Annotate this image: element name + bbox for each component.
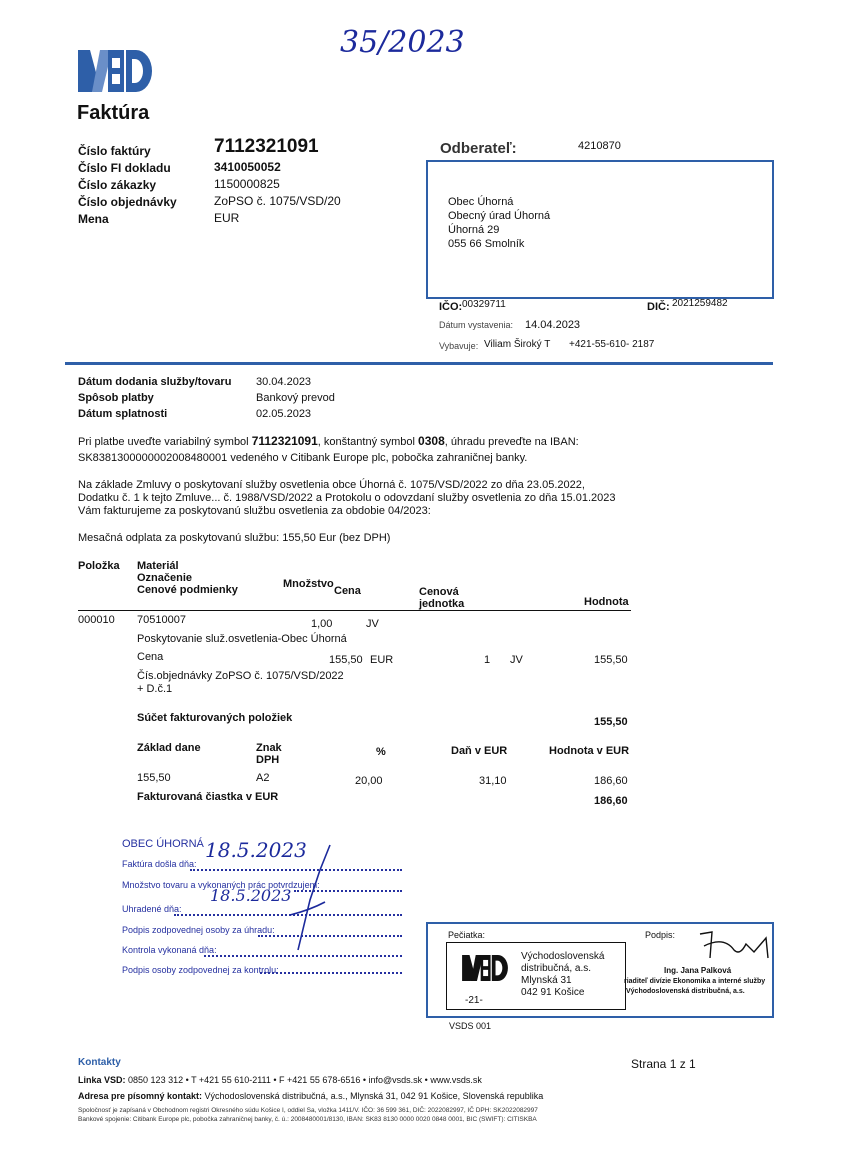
- stamp-row: Uhradené dňa:: [122, 904, 182, 914]
- dic-value: 2021259482: [672, 298, 728, 309]
- item-description: Poskytovanie služ.osvetlenia-Obec Úhorná: [137, 633, 347, 645]
- postal-address: [78, 1091, 543, 1101]
- vat-total: 186,60: [594, 775, 628, 787]
- item-price-label: Cena: [137, 651, 164, 663]
- item-unit: JV: [366, 618, 379, 630]
- hotline: [78, 1075, 482, 1085]
- dic-label: DIČ:: [647, 301, 670, 313]
- invoiced-label: Fakturovaná čiastka v EUR: [137, 791, 279, 803]
- col-cenova-label: Cenová: [419, 586, 459, 598]
- ico-label: IČO:: [439, 301, 463, 313]
- delivery-value: 30.04.2023: [256, 376, 312, 388]
- order-ref-line: + D.č.1: [137, 683, 173, 695]
- customer-address-box: [426, 160, 774, 299]
- col-material-label: Materiál: [137, 560, 179, 572]
- sum-value: 155,50: [594, 716, 628, 728]
- item-price: 155,50: [329, 654, 363, 666]
- hotline-label: Linka VSD:: [78, 1075, 126, 1085]
- section-divider: [65, 362, 773, 365]
- address-text: Východoslovenská distribučná, a.s., Mlynská 31, 042 91 Košice, Slovenská republika: [204, 1091, 544, 1101]
- col-polozka: Položka: [78, 560, 120, 572]
- contract-line: Na základe Zmluvy o poskytovaní služby osvetlenia obce Úhorná č. 1075/VSD/2022 zo dňa 23.05.2022,: [78, 479, 585, 491]
- stamp-row: Podpis zodpovednej osoby za úhradu:: [122, 925, 275, 935]
- issuer-phone: +421-55-610- 2187: [569, 339, 655, 350]
- seal-line: 042 91 Košice: [521, 987, 585, 998]
- vat-base-header: Základ dane: [137, 742, 201, 754]
- col-cena: Cena: [334, 585, 361, 597]
- vat-tax: 31,10: [479, 775, 507, 787]
- vat-tax-header: Daň v EUR: [451, 745, 508, 757]
- address-label: Adresa pre písomný kontakt:: [78, 1091, 203, 1101]
- purchase-order: ZoPSO č. 1075/VSD/20: [214, 194, 341, 208]
- delivery-labels: [78, 374, 231, 422]
- handwritten-number: 35/2023: [340, 25, 465, 60]
- payment-instructions: [78, 434, 638, 448]
- form-code: VSDS 001: [449, 1021, 492, 1031]
- delivery-value: 02.05.2023: [256, 408, 312, 420]
- table-header-rule: [78, 610, 631, 611]
- item-value: 155,50: [594, 654, 628, 666]
- item-number: 000010: [78, 614, 115, 626]
- invoice-label: Mena: [78, 212, 109, 226]
- sum-label: Súčet fakturovaných položiek: [137, 712, 293, 724]
- delivery-label: Dátum dodania služby/tovaru: [78, 376, 232, 388]
- stamp-org: OBEC ÚHORNÁ: [122, 838, 204, 850]
- invoice-label: Číslo objednávky: [78, 195, 177, 209]
- stamp-dotline: [260, 972, 402, 974]
- delivery-values: [256, 374, 335, 422]
- ico-value: 00329711: [462, 299, 506, 310]
- invoice-label: Číslo zákazky: [78, 178, 157, 192]
- col-oznacenie-label: Označenie: [137, 572, 193, 584]
- col-podmienky-label: Cenové podmienky: [137, 584, 238, 596]
- handwritten-date-received: 18.5.2023: [205, 838, 307, 862]
- signature-label: Podpis:: [645, 930, 676, 940]
- contract-line: Dodatku č. 1 k tejto Zmluve... č. 1988/VSD/2022 a Protokolu o odovzdaní služby osvetlenia zo dňa 15.01.2023: [78, 492, 616, 504]
- item-price-qty: 1: [484, 654, 491, 666]
- col-mnozstvo: Množstvo: [283, 578, 334, 590]
- signer-role: riaditeľ divízie Ekonomika a interné služby: [624, 978, 766, 985]
- col-cenova: [419, 586, 464, 610]
- currency: EUR: [214, 211, 240, 225]
- order-ref-line: Čís.objednávky ZoPSO č. 1075/VSD/2022: [137, 670, 344, 682]
- issue-date: 14.04.2023: [525, 319, 581, 331]
- vat-pct-header: %: [376, 746, 386, 758]
- fi-number: 3410050052: [214, 160, 281, 174]
- invoice-label: Číslo faktúry: [78, 144, 151, 158]
- item-material: 70510007: [137, 614, 186, 626]
- item-qty: 1,00: [311, 618, 333, 630]
- address-line: 055 66 Smolník: [448, 238, 525, 250]
- vat-code-line: DPH: [256, 754, 280, 766]
- seal-number: -21-: [465, 995, 483, 1006]
- seal-label: Pečiatka:: [448, 930, 486, 940]
- monthly-fee: Mesačná odplata za poskytovanú službu: 155,50 Eur (bez DPH): [78, 532, 391, 544]
- signer-company: Východoslovenská distribučná, a.s.: [626, 988, 745, 995]
- contract-line: Vám fakturujeme za poskytovanú službu osvetlenia za obdobie 04/2023:: [78, 505, 431, 517]
- contacts-heading: Kontakty: [78, 1057, 121, 1068]
- item-price-unit: JV: [510, 654, 523, 666]
- customer-number: 4210870: [578, 140, 621, 152]
- payment-text: , úhradu preveďte na IBAN:: [444, 436, 579, 448]
- item-currency: EUR: [370, 654, 394, 666]
- iban-line: SK8381300000002008480001 vedeného v Citibank Europe plc, pobočka zahraničnej banky.: [78, 452, 528, 464]
- address-line: Úhorná 29: [448, 224, 500, 236]
- page-number: Strana 1 z 1: [631, 1057, 696, 1071]
- vat-code: A2: [256, 772, 270, 784]
- order-number: 1150000825: [214, 177, 280, 191]
- invoice-label: Číslo FI dokladu: [78, 161, 171, 175]
- vat-code-line: Znak: [256, 742, 282, 754]
- delivery-label: Spôsob platby: [78, 392, 154, 404]
- stamp-row: Podpis osoby zodpovednej za kontrolu:: [122, 965, 279, 975]
- stamp-row: Množstvo tovaru a vykonaných prác potvrdzujem:: [122, 880, 320, 890]
- vat-base: 155,50: [137, 772, 171, 784]
- col-material: [137, 560, 238, 596]
- seal-company: [521, 951, 604, 999]
- constant-symbol: 0308: [418, 434, 445, 448]
- item-order-ref: [137, 670, 344, 696]
- issuer-label: Vybavuje:: [439, 341, 479, 351]
- signer-name: Ing. Jana Palková: [664, 966, 732, 975]
- vat-code-header: [256, 742, 282, 766]
- delivery-value: Bankový prevod: [256, 392, 335, 404]
- company-seal: [446, 942, 626, 1010]
- legal-line: Spoločnosť je zapísaná v Obchodnom registri Okresného súdu Košice I, oddiel Sa, vložka 1411/V. IČO: 36 599 361, DIČ: 2022082997, IČ DPH: SK2022082997: [78, 1107, 538, 1114]
- stamp-row: Faktúra došla dňa:: [122, 859, 197, 869]
- payment-text: , konštantný symbol: [317, 436, 415, 448]
- issue-date-label: Dátum vystavenia:: [439, 320, 514, 330]
- hotline-text: 0850 123 312 • T +421 55 610-2111 • F +421 55 678-6516 • info@vsds.sk • www.vsds.sk: [128, 1075, 482, 1085]
- address-line: Obec Úhorná: [448, 196, 514, 208]
- handwritten-date-paid: 18.5.2023: [210, 886, 292, 905]
- invoice-field-labels: [78, 143, 177, 228]
- address-line: Obecný úrad Úhorná: [448, 210, 551, 222]
- vat-total-header: Hodnota v EUR: [549, 745, 630, 757]
- director-signature: [694, 928, 774, 967]
- payment-text: Pri platbe uveďte variabilný symbol: [78, 436, 249, 448]
- col-hodnota: Hodnota: [584, 596, 629, 608]
- seal-line: distribučná, a.s.: [521, 963, 592, 974]
- seal-line: Mlynská 31: [521, 975, 572, 986]
- vsd-logo: [78, 50, 152, 97]
- legal-text: [78, 1106, 538, 1124]
- invoiced-value: 186,60: [594, 795, 628, 807]
- col-jednotka-label: jednotka: [419, 598, 465, 610]
- page-title: Faktúra: [77, 102, 150, 124]
- handwritten-signature: [280, 840, 350, 960]
- variable-symbol: 7112321091: [251, 434, 318, 448]
- stamp-row: Kontrola vykonaná dňa:: [122, 945, 217, 955]
- issuer-name: Viliam Široký T: [484, 339, 551, 350]
- delivery-label: Dátum splatnosti: [78, 408, 168, 420]
- legal-line: Bankové spojenie: Citibank Europe plc, pobočka zahraničnej banky, č. ú.: 2008480001/8130, IBAN: SK83 8130 0000 0020 0848 0001, BIC (SWIFT): CITISKBA: [78, 1116, 537, 1123]
- vat-pct: 20,00: [355, 775, 383, 787]
- customer-address: [448, 195, 550, 251]
- seal-box: [426, 922, 774, 1018]
- seal-logo: [461, 955, 509, 986]
- contract-text: [78, 479, 616, 518]
- invoice-number: 7112321091: [214, 136, 319, 157]
- seal-line: Východoslovenská: [521, 951, 605, 962]
- customer-label: Odberateľ:: [440, 140, 517, 157]
